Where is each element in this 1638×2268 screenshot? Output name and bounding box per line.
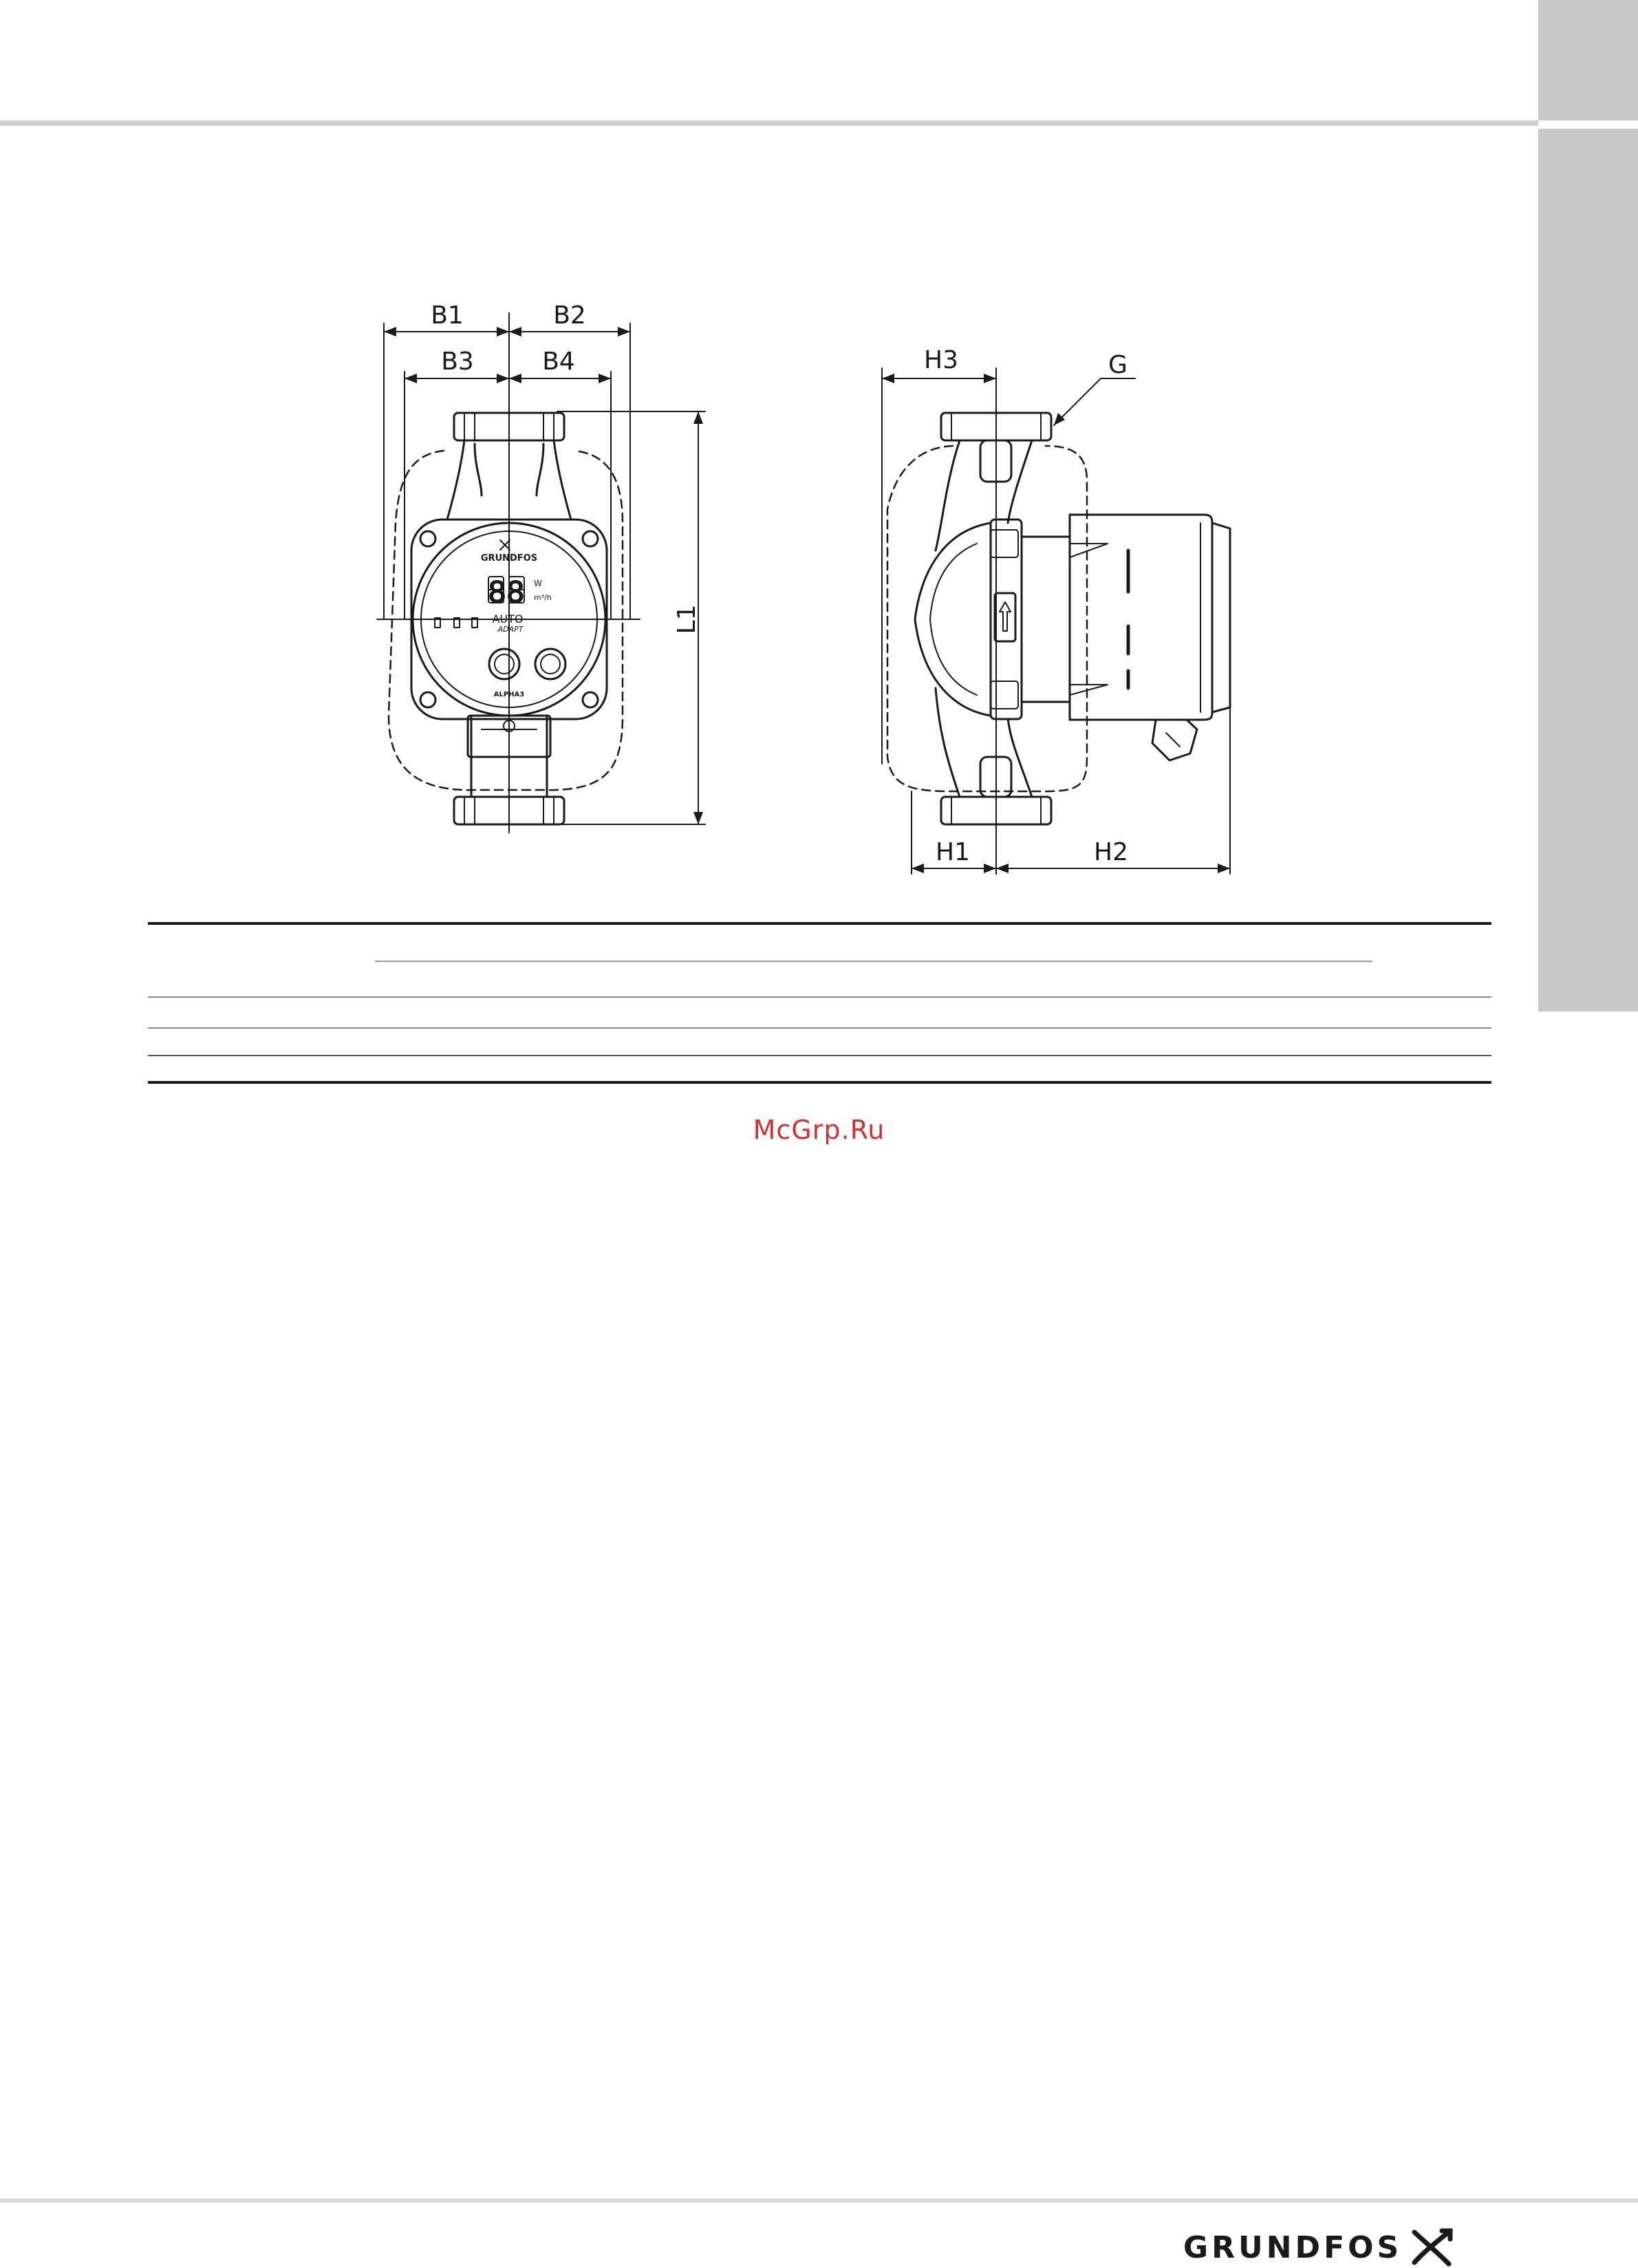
pump-dimension-drawing xyxy=(0,0,1638,895)
dimension-table-rules xyxy=(148,922,1491,1087)
label-b1: B1 xyxy=(431,301,464,330)
label-h3: H3 xyxy=(924,346,958,374)
label-h1: H1 xyxy=(936,838,970,866)
panel-unit-power: W xyxy=(534,579,542,588)
table-rule-subheader xyxy=(375,961,1372,962)
label-b4: B4 xyxy=(542,347,575,376)
watermark-text: McGrp.Ru xyxy=(753,1115,885,1145)
panel-brand: GRUNDFOS xyxy=(480,553,538,564)
label-h2: H2 xyxy=(1094,838,1128,866)
panel-model: ALPHA3 xyxy=(493,691,525,698)
label-l1: L1 xyxy=(673,604,701,634)
grundfos-x-icon xyxy=(1408,2227,1456,2268)
footer-logo-text: GRUNDFOS xyxy=(1183,2229,1403,2265)
label-g: G xyxy=(1108,351,1128,379)
panel-mode-sub: ADAPT xyxy=(497,625,524,634)
table-rule-3 xyxy=(148,1055,1491,1056)
footer-rule xyxy=(0,2199,1638,2203)
panel-unit-flow: m³/h xyxy=(534,593,552,602)
front-view xyxy=(377,313,705,833)
panel-mode: AUTO xyxy=(492,612,524,625)
label-b2: B2 xyxy=(553,301,586,330)
side-view xyxy=(882,368,1230,874)
panel-digits: 88 xyxy=(488,575,525,609)
table-rule-2 xyxy=(148,1027,1491,1029)
table-rule-bottom xyxy=(148,1081,1491,1084)
footer-logo xyxy=(1183,2227,1456,2268)
label-b3: B3 xyxy=(441,347,474,376)
table-rule-top xyxy=(148,922,1491,925)
table-rule-1 xyxy=(148,996,1491,998)
